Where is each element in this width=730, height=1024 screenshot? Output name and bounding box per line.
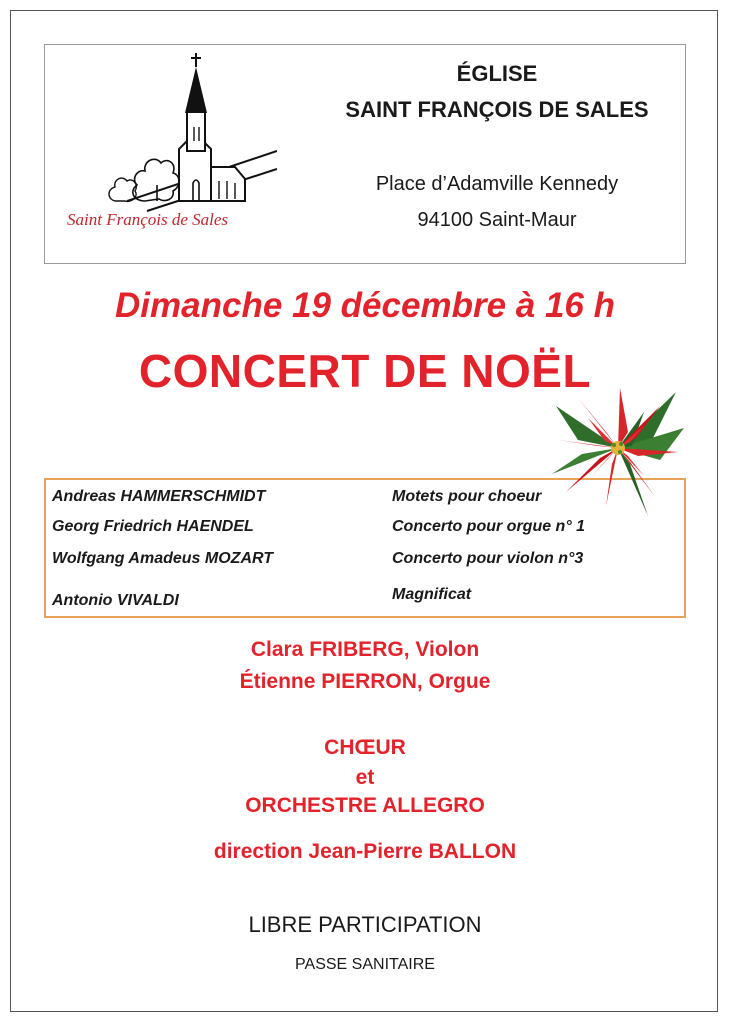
church-name-line-1: ÉGLISE — [456, 61, 538, 86]
soloist-violin: Clara FRIBERG, Violon — [250, 638, 480, 661]
address-street: Place d’Adamville Kennedy — [375, 173, 619, 195]
admission-info: LIBRE PARTICIPATION — [248, 912, 482, 937]
composer-name: Wolfgang Amadeus MOZART — [52, 550, 274, 567]
work-title: Motets pour choeur — [392, 488, 542, 505]
composer-name: Antonio VIVALDI — [52, 592, 179, 609]
address-city: 94100 Saint-Maur — [417, 209, 577, 231]
ensemble-choir: CHŒUR — [324, 736, 406, 759]
church-header — [44, 44, 686, 264]
church-logo-icon — [67, 51, 277, 231]
logo-text: Saint François de Sales — [67, 210, 229, 229]
work-title: Magnificat — [392, 586, 472, 603]
health-pass-info: PASSE SANITAIRE — [295, 956, 435, 973]
program-row — [46, 550, 684, 572]
ensemble-connector: et — [355, 766, 375, 789]
event-date-time: Dimanche 19 décembre à 16 h — [115, 286, 615, 325]
poinsettia-icon — [548, 388, 688, 518]
program-row — [46, 518, 684, 540]
conductor: direction Jean-Pierre BALLON — [213, 840, 517, 863]
ensemble-orchestra: ORCHESTRE ALLEGRO — [245, 794, 485, 817]
work-title: Concerto pour violon n°3 — [392, 550, 584, 567]
program-row — [46, 586, 684, 608]
church-name-line-2: SAINT FRANÇOIS DE SALES — [345, 97, 649, 122]
work-title: Concerto pour orgue n° 1 — [392, 518, 586, 535]
soloist-organ: Étienne PIERRON, Orgue — [239, 670, 491, 693]
concert-title: CONCERT DE NOËL — [138, 345, 592, 397]
composer-name: Andreas HAMMERSCHMIDT — [52, 488, 266, 505]
composer-name: Georg Friedrich HAENDEL — [52, 518, 254, 535]
